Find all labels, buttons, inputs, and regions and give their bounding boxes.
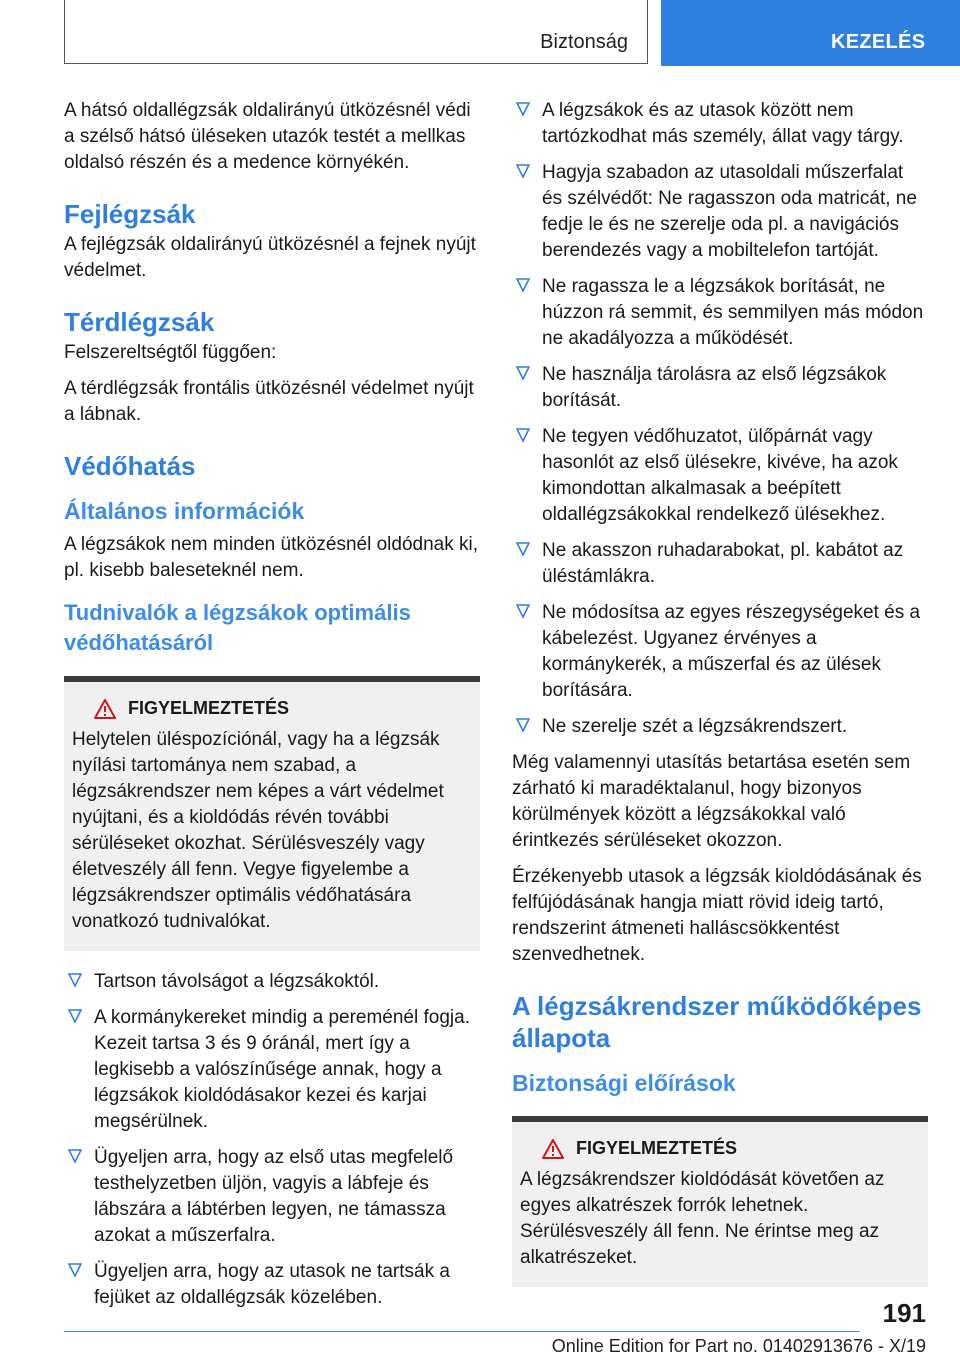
list-item: Tartson távolságot a légzsákoktól. — [64, 969, 480, 995]
bullet-triangle-icon — [68, 1148, 82, 1164]
list-item: A kormánykereket mindig a pereménél fogja. Kezeit tartsa 3 és 9 óránál, mert így a legkisebb a valószínűsége annak, hogy a légzsákok kioldódásakor kezei és karjai megsérülnek. — [64, 1005, 480, 1135]
warning-title-text: FIGYELMEZTETÉS — [128, 698, 290, 718]
bullet-triangle-icon — [516, 603, 530, 619]
left-column — [64, 98, 480, 1321]
heading-fejlegzsak: Fejlégzsák — [64, 199, 196, 229]
warning-text: Helytelen üléspozíciónál, vagy ha a légzsák nyílási tartománya nem szabad, a légzsákrendszer nem képes a várt védelmet nyújtani, és a kioldódás révén további sérüléseket okozhat. Sérülésveszély vagy életveszély áll fenn. Vegye figyelembe a légzsákrendszer optimális védőhatására vonatkozó tudnivalókat. — [72, 729, 444, 932]
list-item: Hagyja szabadon az utasoldali műszerfalat és szélvédőt: Ne ragasszon oda matricát, ne fedje le és ne szerelje oda pl. a navigációs berendezés vagy a mobiltelefon tartóját. — [512, 160, 928, 264]
instruction-list-left — [64, 969, 480, 1311]
paragraph-terd-2: A térdlégzsák frontális ütközésnél védelmet nyújt a lábnak. — [64, 378, 474, 425]
bullet-triangle-icon — [516, 277, 530, 293]
warning-triangle-icon — [542, 1139, 564, 1159]
bullet-triangle-icon — [68, 1008, 82, 1024]
bullet-triangle-icon — [68, 1262, 82, 1278]
page-header — [0, 0, 960, 66]
bullet-triangle-icon — [516, 717, 530, 733]
chapter-tab — [661, 0, 960, 66]
bullet-triangle-icon — [516, 101, 530, 117]
paragraph-meg-valamennyi: Még valamennyi utasítás betartása esetén sem zárható ki maradéktalanul, hogy bizonyos körülmények között a légzsákokkal való érintkezés sérüléseket okozzon. — [512, 752, 911, 851]
paragraph-erzekenyebb: Érzékenyebb utasok a légzsák kioldódásának és felfújódásának hangja miatt rövid ideig tartó, rendszerint átmeneti halláscsökkentést szenvedhetnek. — [512, 866, 922, 965]
bullet-triangle-icon — [516, 427, 530, 443]
paragraph-altalanos: A légzsákok nem minden ütközésnél oldódnak ki, pl. kisebb baleseteknél nem. — [64, 534, 479, 581]
section-title: Biztonság — [540, 31, 628, 53]
bullet-triangle-icon — [516, 541, 530, 557]
warning-title — [520, 1138, 920, 1159]
warning-box — [64, 676, 480, 951]
list-item: Ne ragassza le a légzsákok borítását, ne húzzon rá semmit, és semmilyen más módon ne akadályozza a működését. — [512, 274, 928, 352]
bullet-triangle-icon — [516, 163, 530, 179]
warning-box — [512, 1116, 928, 1287]
list-item: Ne tegyen védőhuzatot, ülőpárnát vagy hasonlót az első ülésekre, kivéve, ha azok kimondottan alkalmasak a beépített oldallégzsákokkal rendelkező ülésekhez. — [512, 424, 928, 528]
heading-terdlegzsak: Térdlégzsák — [64, 307, 215, 337]
list-item: Ügyeljen arra, hogy az utasok ne tartsák a fejüket az oldallégzsák közelében. — [64, 1259, 480, 1311]
heading-vedohatas: Védőhatás — [64, 451, 196, 481]
warning-title-text: FIGYELMEZTETÉS — [576, 1138, 738, 1158]
list-item: A légzsákok és az utasok között nem tartózkodhat más személy, állat vagy tárgy. — [512, 98, 928, 150]
heading-biztonsagi: Biztonsági előírások — [512, 1070, 736, 1096]
intro-paragraph: A hátsó oldallégzsák oldalirányú ütközésnél védi a szélső hátsó üléseken utazók testét a mellkas oldalsó részén és a medence környékén. — [64, 100, 471, 173]
footer-divider — [64, 1331, 860, 1332]
footer-edition: Online Edition for Part no. 01402913676 - X/19 — [551, 1336, 926, 1356]
heading-tudnivalok: Tudnivalók a légzsákok optimális védőhatásáról — [64, 600, 411, 655]
chapter-tab-label: KEZELÉS — [831, 31, 926, 53]
page-number: 191 — [882, 1298, 926, 1328]
warning-triangle-icon — [94, 699, 116, 719]
list-item: Ügyeljen arra, hogy az első utas megfelelő testhelyzetben üljön, vagyis a lábfeje és lábszára a lábtérben legyen, ne támassza azokat a műszerfalra. — [64, 1145, 480, 1249]
heading-mukodokepes: A légzsákrendszer működőképes állapota — [512, 991, 922, 1053]
warning-text: A légzsákrendszer kioldódását követően az egyes alkatrészek forrók lehetnek. Sérülésveszély áll fenn. Ne érintse meg az alkatrészeket. — [520, 1169, 885, 1268]
right-column — [512, 98, 928, 1305]
paragraph-fejlegzsak: A fejlégzsák oldalirányú ütközésnél a fejnek nyújt védelmet. — [64, 234, 476, 281]
list-item: Ne használja tárolásra az első légzsákok borítását. — [512, 362, 928, 414]
warning-title — [72, 698, 472, 719]
instruction-list-right — [512, 98, 928, 740]
list-item: Ne akasszon ruhadarabokat, pl. kabátot az üléstámlákra. — [512, 538, 928, 590]
list-item: Ne módosítsa az egyes részegységeket és a kábelezést. Ugyanez érvényes a kormánykerék, a műszerfal és az ülések borítására. — [512, 600, 928, 704]
list-item: Ne szerelje szét a légzsákrendszert. — [512, 714, 928, 740]
paragraph-terd-1: Felszereltségtől függően: — [64, 342, 277, 363]
heading-altalanos: Általános információk — [64, 498, 305, 524]
bullet-triangle-icon — [516, 365, 530, 381]
bullet-triangle-icon — [68, 972, 82, 988]
